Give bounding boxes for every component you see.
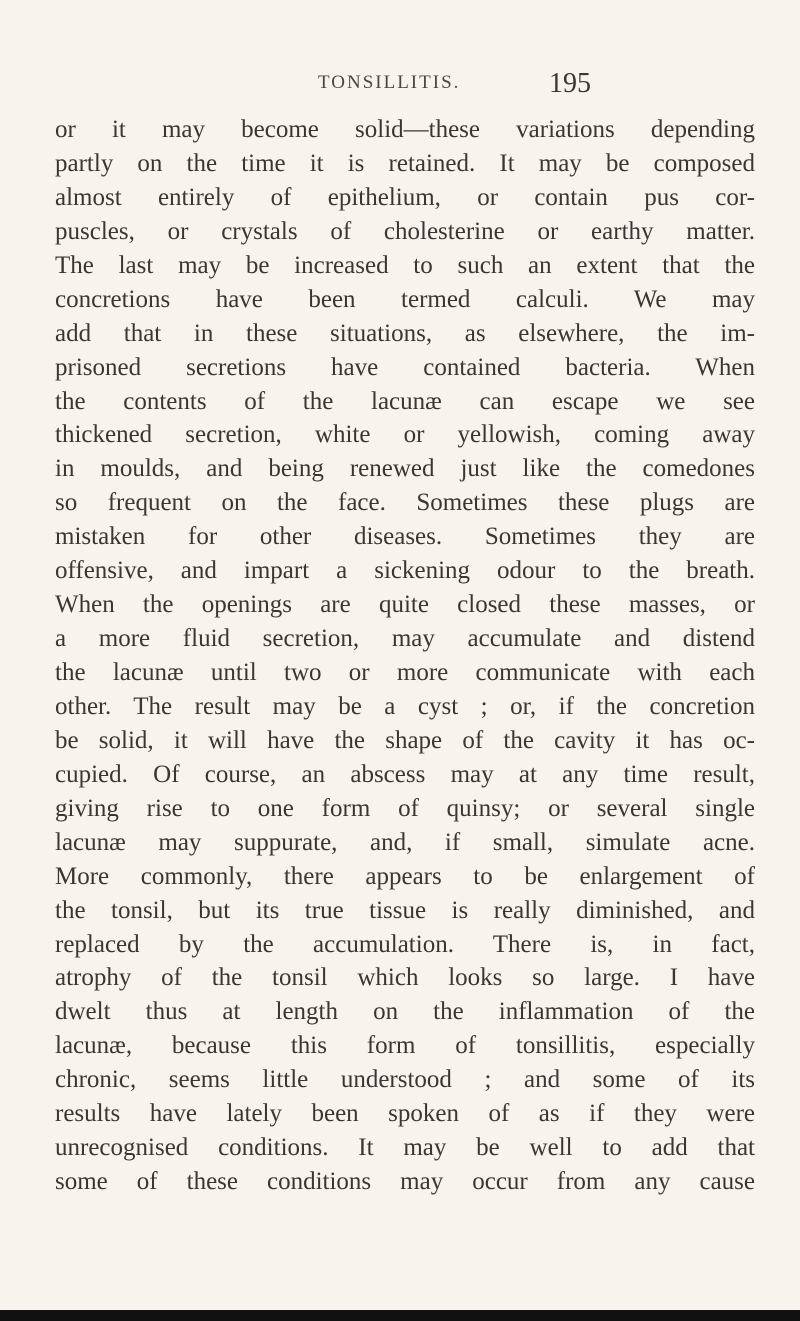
text-line: partly on the time it is retained. It may be composed (55, 149, 755, 177)
text-line: add that in these situations, as elsewhere, the im- (55, 319, 755, 347)
text-line: the tonsil, but its true tissue is really diminished, and (55, 896, 755, 924)
text-line: lacunæ, because this form of tonsillitis, especially (55, 1032, 755, 1060)
text-line: a more fluid secretion, may accumulate and distend (55, 625, 755, 653)
text-line: giving rise to one form of quinsy; or several single (55, 794, 755, 822)
running-head (0, 70, 800, 110)
page-header-title: TONSILLITIS. (318, 72, 461, 93)
text-line: some of these conditions may occur from any cause (55, 1168, 755, 1196)
text-line: When the openings are quite closed these masses, or (55, 591, 755, 619)
text-line: prisoned secretions have contained bacteria. When (55, 353, 755, 381)
text-line: so frequent on the face. Sometimes these plugs are (55, 489, 755, 517)
text-line: chronic, seems little understood ; and some of its (55, 1066, 755, 1094)
text-line: atrophy of the tonsil which looks so large. I have (55, 964, 755, 992)
text-line: replaced by the accumulation. There is, in fact, (55, 930, 755, 958)
text-line: The last may be increased to such an extent that the (55, 251, 755, 279)
text-line: dwelt thus at length on the inflammation of the (55, 998, 755, 1026)
text-line: cupied. Of course, an abscess may at any time result, (55, 760, 755, 788)
page-bottom-edge (0, 1310, 800, 1321)
text-line: almost entirely of epithelium, or contain pus cor- (55, 183, 755, 211)
text-line: offensive, and impart a sickening odour to the breath. (55, 557, 755, 585)
text-line: unrecognised conditions. It may be well to add that (55, 1134, 755, 1162)
text-line: More commonly, there appears to be enlargement of (55, 862, 755, 890)
text-line: the contents of the lacunæ can escape we see (55, 387, 755, 415)
body-text (55, 113, 755, 1199)
text-line: concretions have been termed calculi. We may (55, 285, 755, 313)
text-line: other. The result may be a cyst ; or, if the concretion (55, 692, 755, 720)
text-line: lacunæ may suppurate, and, if small, simulate acne. (55, 828, 755, 856)
text-line: results have lately been spoken of as if they were (55, 1100, 755, 1128)
text-line: or it may become solid—these variations depending (55, 116, 755, 143)
text-line: thickened secretion, white or yellowish, coming away (55, 421, 755, 449)
text-line: puscles, or crystals of cholesterine or earthy matter. (55, 217, 755, 245)
page-number: 195 (549, 68, 591, 99)
text-line: mistaken for other diseases. Sometimes they are (55, 523, 755, 551)
text-line: in moulds, and being renewed just like the comedones (55, 455, 755, 483)
text-line: the lacunæ until two or more communicate with each (55, 659, 755, 686)
text-line: be solid, it will have the shape of the cavity it has oc- (55, 726, 755, 754)
